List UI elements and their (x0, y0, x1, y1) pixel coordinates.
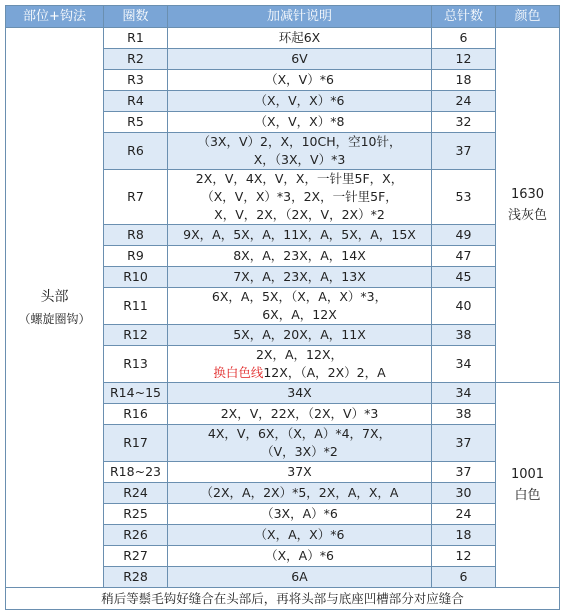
round-cell: R8 (104, 225, 168, 246)
desc-line: 5X，A，20X，A，11X (233, 327, 366, 342)
round-cell: R26 (104, 525, 168, 546)
desc-line: （3X，V）2，X，10CH，空10针， (197, 134, 402, 149)
round-cell: R18~23 (104, 462, 168, 483)
desc-line: （X，V，X）*6 (254, 93, 345, 108)
round-cell: R13 (104, 346, 168, 383)
round-cell: R27 (104, 546, 168, 567)
desc-line: 8X，A，23X，A，14X (233, 248, 366, 263)
total-cell: 30 (432, 483, 496, 504)
color-code: 1001 (510, 467, 545, 482)
desc-line: 34X (287, 385, 312, 400)
header-part: 部位+钩法 (6, 6, 104, 28)
pattern-table-container (5, 5, 559, 610)
desc-line (170, 364, 429, 382)
desc-line: 6X，A，12X (262, 307, 337, 322)
total-cell: 24 (432, 504, 496, 525)
desc-cell (168, 246, 432, 267)
desc-cell (168, 133, 432, 170)
total-cell: 38 (432, 325, 496, 346)
desc-line: （X，A）*6 (265, 548, 334, 563)
desc-line: （V，3X）*2 (261, 444, 338, 459)
round-cell: R14~15 (104, 383, 168, 404)
round-cell: R3 (104, 70, 168, 91)
desc-line: 2X，V，4X，V，X，一针里5F，X， (195, 171, 404, 186)
round-cell: R10 (104, 267, 168, 288)
desc-line: （2X，A，2X）*5，2X，A，X，A (200, 485, 399, 500)
round-cell: R25 (104, 504, 168, 525)
total-cell: 34 (432, 383, 496, 404)
desc-cell (168, 462, 432, 483)
desc-cell (168, 483, 432, 504)
desc-line: （X，A，X）*6 (254, 527, 345, 542)
total-cell: 12 (432, 49, 496, 70)
total-cell: 32 (432, 112, 496, 133)
total-cell: 45 (432, 267, 496, 288)
desc-line: （X，V）*6 (265, 72, 334, 87)
footer-row (6, 588, 560, 610)
round-cell: R9 (104, 246, 168, 267)
total-cell: 53 (432, 170, 496, 225)
part-name: 头部 (40, 288, 69, 305)
desc-cell (168, 404, 432, 425)
part-cell (6, 28, 104, 588)
color-code: 1630 (510, 187, 545, 202)
desc-cell (168, 383, 432, 404)
desc-cell (168, 70, 432, 91)
color-cell (496, 383, 560, 588)
round-cell: R11 (104, 288, 168, 325)
total-cell: 49 (432, 225, 496, 246)
desc-line: （X，V，X）*3，2X，一针里5F， (201, 189, 398, 204)
desc-line: 37X (287, 464, 312, 479)
round-cell: R7 (104, 170, 168, 225)
desc-line: X，（3X，V）*3 (253, 152, 346, 167)
total-cell: 12 (432, 546, 496, 567)
desc-cell (168, 91, 432, 112)
total-cell: 37 (432, 133, 496, 170)
part-method: （螺旋圈钩） (18, 311, 91, 326)
crochet-pattern-table (5, 5, 560, 610)
header-row (6, 6, 560, 28)
header-round: 圈数 (104, 6, 168, 28)
round-cell: R4 (104, 91, 168, 112)
header-total: 总针数 (432, 6, 496, 28)
round-cell: R6 (104, 133, 168, 170)
total-cell: 47 (432, 246, 496, 267)
total-cell: 38 (432, 404, 496, 425)
color-name: 浅灰色 (507, 208, 547, 223)
desc-line: 6A (291, 569, 308, 584)
total-cell: 34 (432, 346, 496, 383)
footer-note: 稍后等鬃毛钩好缝合在头部后，再将头部与底座凹槽部分对应缝合 (6, 588, 560, 610)
total-cell: 18 (432, 525, 496, 546)
desc-line: 9X，A，5X，A，11X，A，5X，A，15X (183, 227, 416, 242)
desc-line: 7X，A，23X，A，13X (233, 269, 366, 284)
round-cell: R16 (104, 404, 168, 425)
round-cell: R17 (104, 425, 168, 462)
header-color: 颜色 (496, 6, 560, 28)
round-cell: R1 (104, 28, 168, 49)
total-cell: 37 (432, 425, 496, 462)
total-cell: 6 (432, 28, 496, 49)
desc-cell (168, 504, 432, 525)
table-body (6, 28, 560, 588)
desc-line: X，V，2X，（2X，V，2X）*2 (214, 207, 385, 222)
desc-line: （X，V，X）*8 (254, 114, 345, 129)
desc-line: 4X，V，6X，（X，A）*4，7X， (207, 426, 392, 441)
color-change-note: 换白色线 (213, 365, 264, 380)
table-row (6, 28, 560, 49)
desc-cell (168, 346, 432, 383)
total-cell: 18 (432, 70, 496, 91)
round-cell: R5 (104, 112, 168, 133)
round-cell: R28 (104, 567, 168, 588)
round-cell: R24 (104, 483, 168, 504)
desc-cell (168, 567, 432, 588)
desc-cell (168, 28, 432, 49)
color-name: 白色 (514, 488, 541, 503)
desc-line: 2X，A，12X， (255, 347, 344, 362)
desc-cell (168, 170, 432, 225)
desc-line: 2X，V，22X，（2X，V）*3 (220, 406, 379, 421)
total-cell: 6 (432, 567, 496, 588)
desc-line: 环起6X (278, 30, 321, 45)
color-cell (496, 28, 560, 383)
desc-cell (168, 267, 432, 288)
total-cell: 24 (432, 91, 496, 112)
desc-cell (168, 225, 432, 246)
header-desc: 加减针说明 (168, 6, 432, 28)
desc-cell (168, 112, 432, 133)
desc-line-rest: 12X，（A，2X）2，A (263, 365, 386, 380)
desc-line: 6X，A，5X，（X，A，X）*3， (211, 289, 388, 304)
round-cell: R2 (104, 49, 168, 70)
desc-cell (168, 325, 432, 346)
round-cell: R12 (104, 325, 168, 346)
desc-cell (168, 546, 432, 567)
desc-cell (168, 425, 432, 462)
total-cell: 37 (432, 462, 496, 483)
desc-cell (168, 525, 432, 546)
desc-cell (168, 49, 432, 70)
desc-cell (168, 288, 432, 325)
desc-line: （3X，A）*6 (261, 506, 338, 521)
desc-line: 6V (291, 51, 308, 66)
total-cell: 40 (432, 288, 496, 325)
